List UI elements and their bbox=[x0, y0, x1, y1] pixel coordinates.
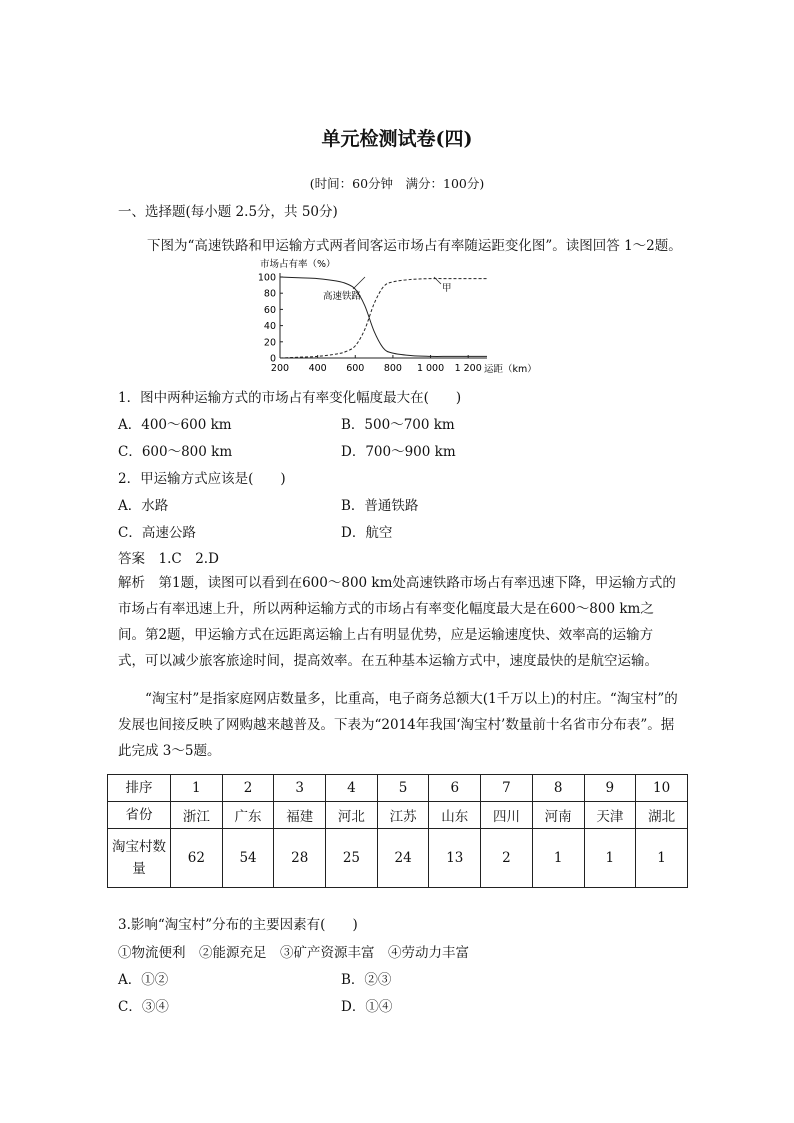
table-cell: 1 bbox=[636, 829, 688, 888]
row-label-rank: 排序 bbox=[108, 775, 171, 802]
table-cell: 8 bbox=[532, 775, 584, 802]
y-tick-label: 40 bbox=[263, 321, 276, 333]
q2-option-c[interactable]: C．高速公路 bbox=[118, 525, 196, 541]
x-tick-label: 400 bbox=[308, 363, 327, 374]
market-share-chart bbox=[255, 255, 545, 377]
q1-option-b[interactable]: B．500～700 km bbox=[341, 417, 455, 433]
q2-option-a[interactable]: A．水路 bbox=[118, 498, 169, 514]
table-cell: 山东 bbox=[429, 802, 481, 829]
series-jia-line bbox=[280, 279, 487, 358]
question-1-stem: 1．图中两种运输方式的市场占有率变化幅度最大在( ) bbox=[118, 390, 462, 406]
q1-option-d[interactable]: D．700～900 km bbox=[341, 444, 456, 460]
section-heading: 一、选择题(每小题 2.5分，共 50分) bbox=[118, 204, 338, 220]
leader-line bbox=[353, 277, 365, 289]
y-tick-label: 80 bbox=[263, 288, 276, 300]
table-cell: 浙江 bbox=[171, 802, 223, 829]
table-cell: 湖北 bbox=[636, 802, 688, 829]
x-tick-label: 600 bbox=[346, 363, 365, 374]
y-axis-label: 市场占有率（%） bbox=[260, 259, 336, 270]
taobao-village-table bbox=[107, 774, 688, 888]
table-cell: 江苏 bbox=[377, 802, 429, 829]
table-row bbox=[108, 802, 688, 829]
table-row bbox=[108, 775, 688, 802]
series-high-speed-rail-line bbox=[280, 277, 487, 356]
table-cell: 1 bbox=[171, 775, 223, 802]
q3-factor-list: ①物流便利 ②能源充足 ③矿产资源丰富 ④劳动力丰富 bbox=[118, 945, 469, 961]
page-title: 单元检测试卷(四) bbox=[321, 128, 473, 150]
question-intro-1: 下图为“高速铁路和甲运输方式两者间客运市场占有率随运距变化图”。读图回答 1～2题。 bbox=[147, 238, 682, 254]
y-tick-label: 60 bbox=[263, 304, 276, 316]
table-cell: 13 bbox=[429, 829, 481, 888]
q2-option-b[interactable]: B．普通铁路 bbox=[341, 498, 419, 514]
table-cell: 4 bbox=[326, 775, 378, 802]
table-cell: 2 bbox=[222, 775, 274, 802]
table-cell: 福建 bbox=[274, 802, 326, 829]
q2-option-d[interactable]: D．航空 bbox=[341, 525, 393, 541]
x-axis-label: 运距（km） bbox=[484, 364, 537, 375]
row-label-province: 省份 bbox=[108, 802, 171, 829]
series-label-jia: 甲 bbox=[442, 283, 452, 294]
table-cell: 1 bbox=[584, 829, 636, 888]
x-tick-label: 200 bbox=[270, 363, 290, 374]
table-cell: 7 bbox=[481, 775, 533, 802]
table-cell: 54 bbox=[222, 829, 274, 888]
x-tick-label: 1 200 bbox=[454, 363, 482, 374]
table-cell: 5 bbox=[377, 775, 429, 802]
table-cell: 3 bbox=[274, 775, 326, 802]
y-tick-label: 20 bbox=[263, 337, 276, 349]
table-cell: 1 bbox=[532, 829, 584, 888]
table-cell: 天津 bbox=[584, 802, 636, 829]
series-label-high-speed-rail: 高速铁路 bbox=[323, 291, 362, 302]
y-tick-label: 0 bbox=[269, 353, 276, 365]
exam-info: (时间：60分钟 满分：100分) bbox=[309, 176, 485, 191]
table-cell: 10 bbox=[636, 775, 688, 802]
table-cell: 62 bbox=[171, 829, 223, 888]
table-cell: 25 bbox=[326, 829, 378, 888]
q3-option-d[interactable]: D．①④ bbox=[341, 999, 393, 1015]
q1-option-a[interactable]: A．400～600 km bbox=[118, 417, 232, 433]
table-cell: 9 bbox=[584, 775, 636, 802]
table-cell: 河南 bbox=[532, 802, 584, 829]
table-cell: 24 bbox=[377, 829, 429, 888]
table-cell: 广东 bbox=[222, 802, 274, 829]
table-row bbox=[108, 829, 688, 888]
question-intro-2: “淘宝村”是指家庭网店数量多，比重高，电子商务总额大(1千万以上)的村庄。“淘宝村”的发展也间接反映了网购越来越普及。下表为“2014年我国‘淘宝村’数量前十名省市分布表”。据此完成 3～5题。 bbox=[118, 691, 678, 759]
analysis-paragraph: 解析 第1题，读图可以看到在600～800 km处高速铁路市场占有率迅速下降，甲运输方式的市场占有率迅速上升，所以两种运输方式的市场占有率变化幅度最大是在600～800 km之间。第2题，甲运输方式在远距离运输上占有明显优势，应是运输速度快、效率高的运输方式，可以减少旅客旅途时间，提高效率。在五种基本运输方式中，速度最快的是航空运输。 bbox=[118, 575, 676, 669]
x-tick-label: 1 000 bbox=[416, 363, 445, 374]
q3-option-c[interactable]: C．③④ bbox=[118, 999, 169, 1015]
y-tick-label: 100 bbox=[257, 272, 276, 284]
table-cell: 2 bbox=[481, 829, 533, 888]
question-2-stem: 2．甲运输方式应该是( ) bbox=[118, 471, 286, 487]
table-cell: 6 bbox=[429, 775, 481, 802]
q3-option-b[interactable]: B．②③ bbox=[341, 972, 392, 988]
q3-option-a[interactable]: A．①② bbox=[118, 972, 169, 988]
question-3-stem: 3.影响“淘宝村”分布的主要因素有( ) bbox=[118, 917, 358, 933]
x-tick-label: 800 bbox=[383, 363, 402, 374]
q1-option-c[interactable]: C．600～800 km bbox=[118, 444, 233, 460]
answer-line: 答案 1.C 2.D bbox=[118, 551, 219, 567]
leader-line bbox=[434, 277, 441, 284]
table-cell: 河北 bbox=[326, 802, 378, 829]
table-cell: 28 bbox=[274, 829, 326, 888]
row-label-count: 淘宝村数量 bbox=[108, 829, 171, 888]
table-cell: 四川 bbox=[481, 802, 533, 829]
